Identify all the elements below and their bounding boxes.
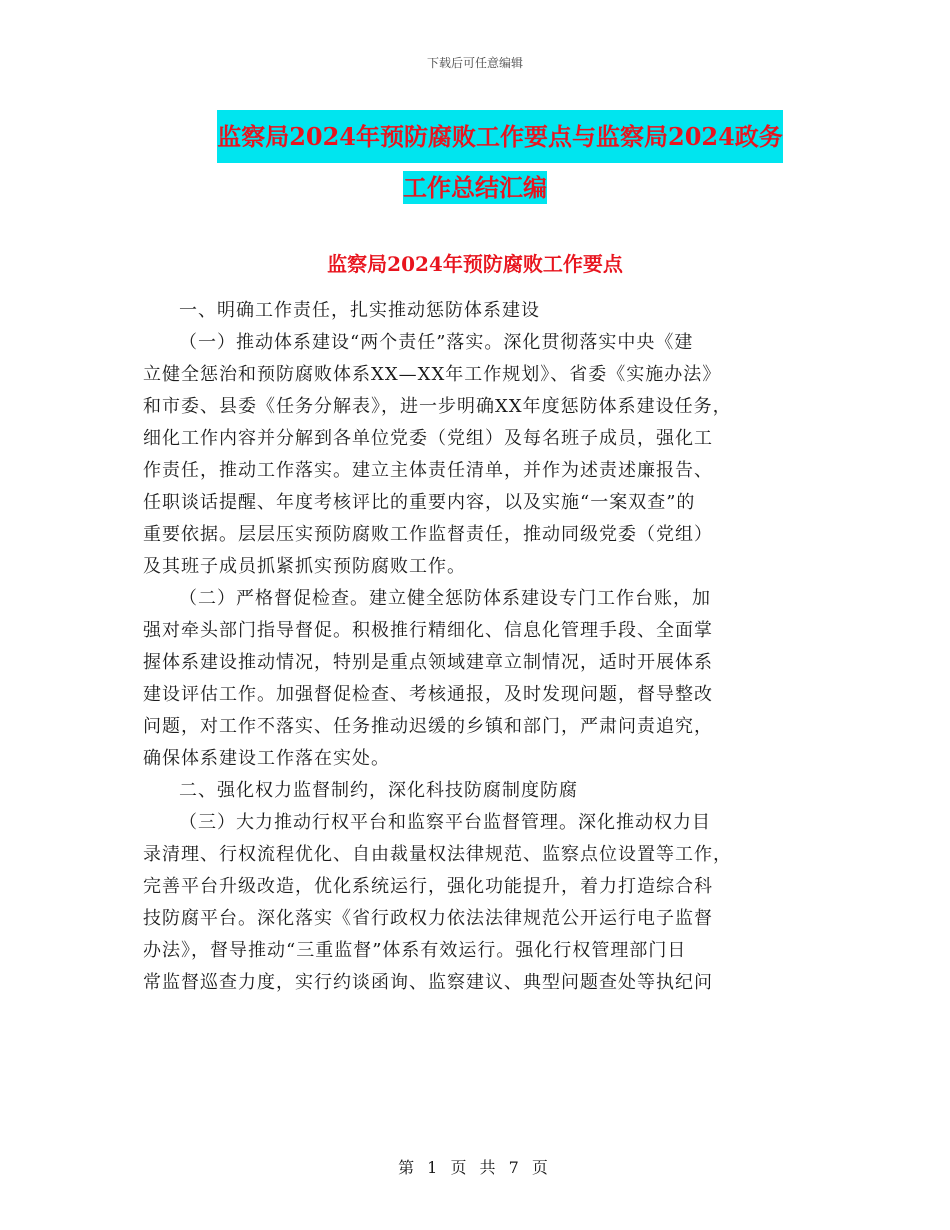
paragraph (143, 807, 813, 999)
paragraph-line: 确保体系建设工作落在实处。 (143, 748, 390, 769)
paragraph-line: 问题，对工作不落实、任务推动迟缓的乡镇和部门，严肃问责追究， (143, 716, 713, 737)
paragraph-line: 常监督巡查力度，实行约谈函询、监察建议、典型问题查处等执纪问 (143, 972, 713, 993)
paragraph-line: 办法》，督导推动“三重监督”体系有效运行。强化行权管理部门日 (143, 940, 687, 961)
paragraph-line: 建设评估工作。加强督促检查、考核通报，及时发现问题，督导整改 (143, 684, 713, 705)
document-body (143, 295, 813, 999)
paragraph-line: （一）推动体系建设“两个责任”落实。深化贯彻落实中央《建 (179, 332, 694, 353)
paragraph (143, 295, 813, 327)
paragraph-line: 和市委、县委《任务分解表》，进一步明确XX年度惩防体系建设任务， (143, 396, 732, 417)
paragraph-line: 重要依据。层层压实预防腐败工作监督责任，推动同级党委（党组） (143, 524, 713, 545)
paragraph-line: （二）严格督促检查。建立健全惩防体系建设专门工作台账，加 (179, 588, 711, 609)
paragraph-line: 立健全惩治和预防腐败体系XX—XX年工作规划》、省委《实施办法》 (143, 364, 722, 385)
document-title-line-1: 监察局2024年预防腐败工作要点与监察局2024政务 (217, 110, 783, 163)
page-footer: 第 1 页 共 7 页 (398, 1158, 552, 1177)
paragraph-line: 技防腐平台。深化落实《省行政权力依法法律规范公开运行电子监督 (143, 908, 713, 929)
section-title: 监察局2024年预防腐败工作要点 (327, 252, 623, 276)
paragraph-line: 完善平台升级改造，优化系统运行，强化功能提升，着力打造综合科 (143, 876, 713, 897)
header-note: 下载后可任意编辑 (426, 56, 523, 70)
paragraph-line: 握体系建设推动情况，特别是重点领域建章立制情况，适时开展体系 (143, 652, 713, 673)
document-title-line-2: 工作总结汇编 (403, 173, 547, 202)
paragraph (143, 327, 813, 583)
paragraph-line: 录清理、行权流程优化、自由裁量权法律规范、监察点位设置等工作， (143, 844, 732, 865)
document-title (0, 110, 950, 212)
paragraph (143, 775, 813, 807)
paragraph-line: 一、明确工作责任，扎实推动惩防体系建设 (179, 300, 540, 321)
paragraph-line: 细化工作内容并分解到各单位党委（党组）及每名班子成员，强化工 (143, 428, 713, 449)
paragraph-line: 强对牵头部门指导督促。积极推行精细化、信息化管理手段、全面掌 (143, 620, 713, 641)
paragraph-line: 二、强化权力监督制约，深化科技防腐制度防腐 (179, 780, 578, 801)
paragraph-line: 作责任，推动工作落实。建立主体责任清单，并作为述责述廉报告、 (143, 460, 713, 481)
paragraph-line: 任职谈话提醒、年度考核评比的重要内容，以及实施“一案双查”的 (143, 492, 696, 513)
paragraph-line: 及其班子成员抓紧抓实预防腐败工作。 (143, 556, 466, 577)
paragraph-line: （三）大力推动行权平台和监察平台监督管理。深化推动权力目 (179, 812, 711, 833)
paragraph (143, 583, 813, 775)
